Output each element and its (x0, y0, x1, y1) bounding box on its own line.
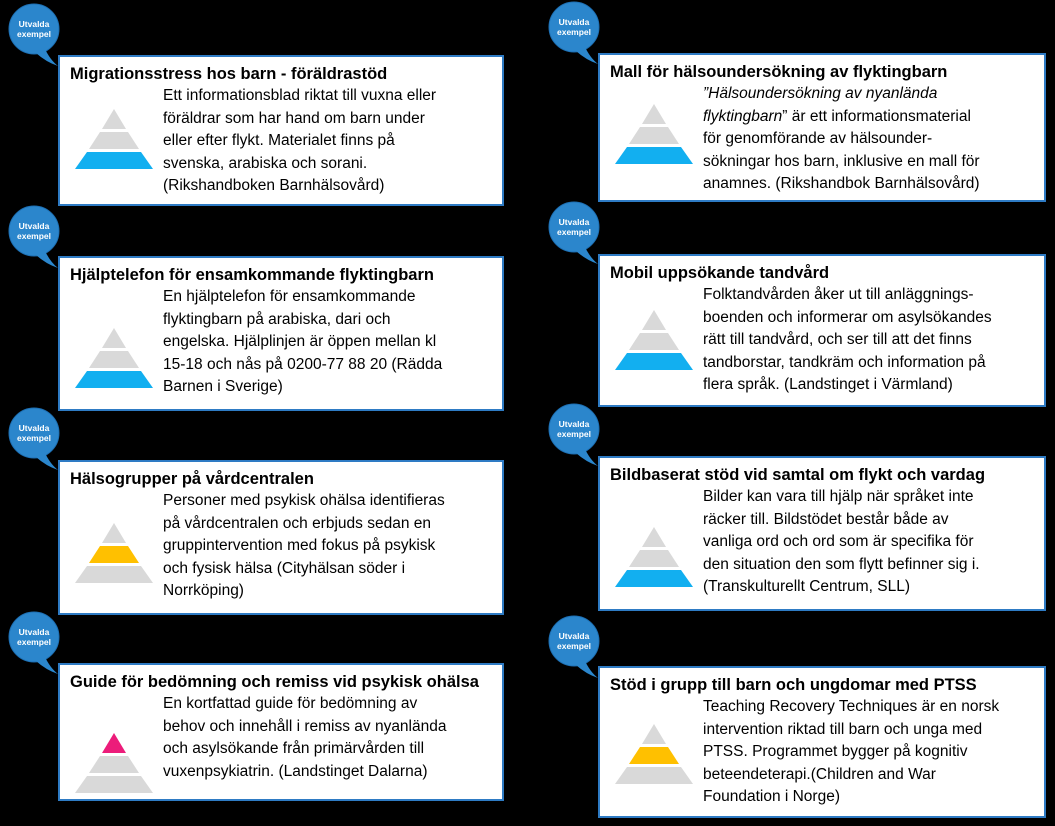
example-card (598, 666, 1046, 818)
card-title: Bildbaserat stöd vid samtal om flykt och vardag (610, 466, 986, 484)
card-body: Teaching Recovery Techniques är en norsk intervention riktad till barn och unga med PTSS. Programmet bygger på kognitiv beteendeterapi.(Children and War Foundation i Norge) (703, 698, 1000, 806)
card-body: Personer med psykisk ohälsa identifieras på vårdcentralen och erbjuds sedan en gruppintervention med fokus på psykisk och fysisk hälsa (Cityhälsan söder i Norrköping) (163, 492, 445, 600)
pyramid-tier-bottom (615, 570, 693, 587)
card-title: Migrationsstress hos barn - föräldrastöd (70, 65, 388, 83)
pyramid-tier-middle (629, 333, 679, 350)
pyramid-icon (74, 324, 154, 394)
example-card (58, 460, 504, 615)
pyramid-tier-bottom (615, 147, 693, 164)
pyramid-tier-top (642, 104, 666, 124)
example-card (598, 456, 1046, 611)
card-title: Hälsogrupper på vårdcentralen (70, 470, 314, 488)
utvalda-exempel-badge: Utvalda exempel (6, 610, 70, 674)
pyramid-tier-top (102, 109, 126, 129)
pyramid-tier-middle (629, 550, 679, 567)
card-title: Mall för hälsoundersökning av flyktingbarn (610, 63, 948, 81)
card-title: Stöd i grupp till barn och ungdomar med PTSS (610, 676, 977, 694)
pyramid-icon (614, 100, 694, 170)
pyramid-tier-top (102, 328, 126, 348)
example-card (598, 254, 1046, 407)
pyramid-tier-top (642, 527, 666, 547)
pyramid-tier-top (102, 523, 126, 543)
card-body: Bilder kan vara till hjälp när språket inte räcker till. Bildstödet består både av vanliga ord och ord som är specifika för den situation den som flytt befinner sig i. (Transkulturellt Centrum, SLL) (703, 488, 980, 596)
pyramid-icon (614, 306, 694, 376)
pyramid-tier-top (102, 733, 126, 753)
card-body: Ett informationsblad riktat till vuxna eller föräldrar som har hand om barn under eller efter flykt. Materialet finns på svenska, arabiska och sorani. (Rikshandboken Barnhälsovård) (163, 87, 437, 195)
card-title: Guide för bedömning och remiss vid psykisk ohälsa (70, 673, 479, 691)
card-body: En kortfattad guide för bedömning av behov och innehåll i remiss av nyanlända och asylsökande från primärvården till vuxenpsykiatrin. (Landstinget Dalarna) (163, 695, 447, 780)
card-title: Mobil uppsökande tandvård (610, 264, 830, 282)
pyramid-icon (614, 720, 694, 790)
pyramid-icon (74, 519, 154, 589)
utvalda-exempel-badge: Utvalda exempel (546, 402, 610, 466)
pyramid-icon (74, 105, 154, 175)
card-body: En hjälptelefon för ensamkommande flyktingbarn på arabiska, dari och engelska. Hjälplinjen är öppen mellan kl 15-18 och nås på 0200-77 88 20 (Rädda Barnen i Sverige) (163, 288, 443, 396)
pyramid-tier-bottom (75, 776, 153, 793)
example-card (58, 256, 504, 411)
pyramid-tier-top (642, 724, 666, 744)
pyramid-tier-middle (89, 351, 139, 368)
utvalda-exempel-badge: Utvalda exempel (546, 614, 610, 678)
pyramid-icon (614, 523, 694, 593)
card-body: ”Hälsoundersökning av nyanlända flyktingbarn” är ett informationsmaterial för genomförande av hälsounder- sökningar hos barn, inklusive en mall för anamnes. (Rikshandbok Barnhälsovård) (703, 85, 980, 193)
utvalda-exempel-badge: Utvalda exempel (546, 200, 610, 264)
pyramid-tier-bottom (615, 767, 693, 784)
pyramid-tier-middle (89, 546, 139, 563)
utvalda-exempel-badge: Utvalda exempel (6, 406, 70, 470)
card-title: Hjälptelefon för ensamkommande flyktingbarn (70, 266, 434, 284)
example-card (58, 663, 504, 801)
example-card (598, 53, 1046, 202)
card-body: Folktandvården åker ut till anläggnings- boenden och informerar om asylsökandes rätt till tandvård, och ser till att det finns tandborstar, tandkräm och information på flera språk. (Landstinget i Värmland) (703, 286, 992, 394)
pyramid-tier-middle (629, 747, 679, 764)
pyramid-tier-bottom (75, 371, 153, 388)
utvalda-exempel-badge: Utvalda exempel (6, 2, 70, 66)
pyramid-tier-middle (629, 127, 679, 144)
pyramid-tier-bottom (75, 152, 153, 169)
pyramid-icon (74, 729, 154, 799)
pyramid-tier-bottom (75, 566, 153, 583)
pyramid-tier-middle (89, 132, 139, 149)
utvalda-exempel-badge: Utvalda exempel (546, 0, 610, 64)
pyramid-tier-top (642, 310, 666, 330)
pyramid-tier-middle (89, 756, 139, 773)
example-card (58, 55, 504, 206)
pyramid-tier-bottom (615, 353, 693, 370)
utvalda-exempel-badge: Utvalda exempel (6, 204, 70, 268)
